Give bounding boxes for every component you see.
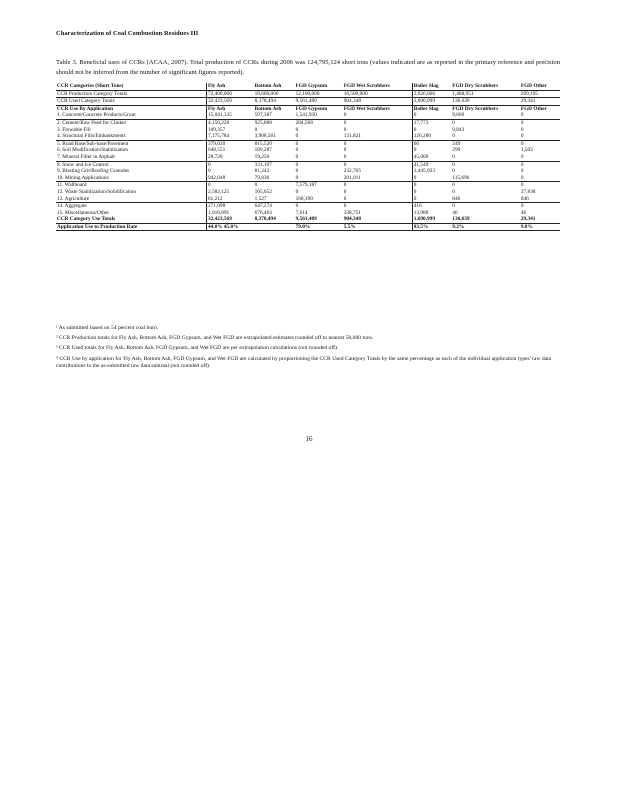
table-cell: 0: [343, 147, 347, 154]
table-cell: 201,011: [343, 174, 361, 181]
table-row: [56, 175, 560, 182]
table-cell: 7. Mineral Filler in Asphalt: [57, 153, 115, 160]
table-cell: 9,843: [452, 126, 465, 133]
ccr-table: [56, 83, 560, 231]
table-cell: [254, 223, 295, 231]
table-cell: Bottom Ash: [254, 83, 282, 89]
table-cell: 3,908,561: [254, 133, 276, 140]
table-cell: 0: [452, 153, 455, 160]
table-cell: 597,387: [254, 112, 272, 119]
table-cell: 0: [412, 147, 451, 154]
table-row: [56, 216, 560, 223]
table-cell: 1,541,930: [295, 112, 317, 119]
footnote-4: ⁴ CCR Use by application for Fly Ash, Bottom Ash, FGD Gypsum, and Wet FGD are calculated by proportioning the CCR Used Category Totals by the same percentage as each of the individual application types' raw data contributions to the as-submitted raw data subtotal (not rounded off).: [56, 355, 552, 369]
table-cell: 846: [452, 195, 461, 202]
table-cell: 32,423,569: [207, 216, 254, 223]
table-row: [56, 210, 560, 217]
table-cell: 81,242: [254, 168, 270, 175]
table-cell: 904,348: [343, 216, 361, 223]
table-cell: 79.0%: [295, 223, 343, 231]
table-cell: 105,052: [254, 188, 272, 195]
table-cell: 10. Mining Applications: [57, 174, 109, 181]
table-cell: 1,016,091: [207, 210, 254, 217]
table-cell: 8,378,494: [254, 216, 276, 223]
table-cell: 6. Soil Modification/Stabilization: [57, 147, 129, 154]
table-cell: 0: [207, 161, 254, 168]
table-cell: 4,150,228: [207, 119, 254, 126]
table-cell: 0: [295, 174, 299, 181]
table-cell: 0: [343, 182, 413, 189]
table-cell: 0: [295, 126, 299, 133]
table-cell: 72,400,000: [207, 90, 254, 98]
table-cell: 5.5%: [343, 223, 413, 231]
table-cell: 0: [412, 182, 451, 189]
table-cell: 0: [520, 161, 560, 168]
table-cell: 27,838: [520, 188, 536, 195]
table-cell: 41,549: [412, 161, 451, 168]
table-cell: 232,765: [343, 168, 361, 175]
table-cell: 1. Concrete/Concrete Products/Grout: [57, 112, 136, 119]
table-cell: 126,280: [412, 133, 451, 140]
table-cell: 1,690,999: [412, 216, 451, 223]
table-cell: Boiler Slag: [412, 83, 451, 90]
table-row: [56, 83, 560, 90]
table-cell: 81,212: [207, 196, 254, 203]
table-cell: 0: [520, 203, 560, 210]
table-cell: 0: [343, 161, 413, 168]
table-row: [56, 140, 560, 147]
table-cell: FGD Wet Scrubbers: [343, 83, 390, 89]
page-header: Characterization of Coal Combustion Residues III: [56, 30, 199, 37]
table-cell: 0: [295, 168, 299, 175]
table-cell: 1,503: [520, 147, 533, 154]
table-row: [56, 105, 560, 112]
table-cell: 0: [412, 196, 451, 203]
table-cell: 249: [451, 140, 520, 147]
table-cell: Application Use to Production Rate: [56, 223, 207, 231]
table-cell: 0: [520, 140, 560, 147]
table-cell: 0: [451, 182, 520, 189]
table-cell: 29,341: [520, 98, 560, 106]
table-cell: 17,773: [412, 119, 451, 126]
page-number: 16: [305, 435, 313, 443]
table-cell: 0: [343, 140, 413, 147]
table-cell: 44.8% 45.0%: [207, 223, 254, 231]
table-row: [56, 189, 560, 196]
table-cell: CCR Used Category Totals: [56, 98, 207, 106]
table-cell: 13,988: [412, 210, 451, 217]
table-cell: 19,250: [254, 153, 270, 160]
table-cell: 0: [451, 119, 520, 126]
table-row: [56, 90, 560, 98]
table-cell: 18,600,000: [254, 90, 295, 98]
table-cell: 0: [295, 140, 343, 147]
table-row: [56, 119, 560, 126]
table-cell: Fly Ash: [207, 105, 254, 112]
table-cell: 3. Flowable Fill: [57, 126, 91, 133]
table-row: [56, 127, 560, 134]
table-cell: 7,579,187: [295, 182, 343, 189]
table-row: [56, 223, 560, 231]
table-cell: 0: [295, 161, 343, 168]
table-cell: 0: [343, 119, 413, 126]
table-row: [56, 154, 560, 161]
table-cell: 0: [520, 168, 524, 175]
table-cell: 9.2%: [451, 223, 520, 231]
table-cell: 0: [520, 119, 560, 126]
table-cell: 0: [452, 133, 455, 140]
table-cell: 9,561,489: [295, 216, 317, 223]
table-cell: 136,639: [451, 98, 520, 106]
table-row: [56, 196, 560, 203]
table-cell: 0: [207, 168, 254, 175]
table-cell: 647,274: [254, 203, 295, 210]
table-cell: 2,582,125: [207, 189, 254, 196]
table-cell: 16,500,000: [343, 90, 413, 98]
table-cell: 115,696: [452, 174, 470, 181]
table-cell: 9,561,489: [295, 98, 343, 106]
footnotes: [56, 325, 560, 373]
table-cell: Fly Ash: [207, 83, 254, 90]
table-cell: 648,551: [207, 147, 254, 154]
table-cell: 338,751: [343, 209, 361, 216]
table-cell: 60: [412, 140, 451, 147]
table-cell: 0: [520, 182, 560, 189]
table-row: [56, 182, 560, 189]
table-cell: 136,639: [452, 216, 470, 223]
table-cell: 942,048: [207, 175, 254, 182]
table-cell: 1,445,933: [412, 168, 451, 175]
table-cell: 13. Agriculture: [57, 195, 90, 202]
table-cell: 0: [343, 112, 347, 119]
table-row: [56, 161, 560, 168]
table-cell: 0: [451, 161, 520, 168]
table-cell: 12. Waste Stabilization/Solidification: [57, 188, 137, 195]
table-cell: 0: [412, 189, 451, 196]
table-cell: 7,614: [295, 209, 308, 216]
table-cell: 168,190: [295, 195, 313, 202]
table-cell: 0: [343, 126, 347, 133]
table-cell: FGD Other: [520, 105, 560, 112]
table-cell: 15. Miscellaneous/Other: [57, 209, 110, 216]
table-cell: 1,690,999: [412, 98, 451, 106]
table-cell: 379,020: [207, 140, 254, 147]
table-cell: 0: [452, 168, 455, 175]
table-cell: 0: [343, 203, 413, 210]
table-cell: 46: [520, 209, 527, 216]
table-cell: 0: [520, 174, 524, 181]
table-cell: 846: [520, 195, 529, 202]
table-cell: 284,568: [295, 119, 343, 126]
table-cell: CCR Category Use Totals: [57, 216, 116, 223]
table-cell: 0: [295, 133, 299, 140]
table-cell: 0: [295, 188, 299, 195]
table-cell: 9,660: [452, 112, 465, 119]
table-cell: 299: [452, 147, 461, 154]
table-cell: 79,836: [254, 174, 270, 181]
table-cell: 8. Snow and Ice Control: [56, 161, 207, 168]
table-cell: 0: [451, 203, 520, 210]
table-cell: 0: [343, 188, 347, 195]
table-cell: 45,000: [412, 154, 451, 161]
table-cell: 416: [412, 203, 451, 210]
table-cell: 815,520: [254, 140, 295, 147]
table-cell: 32,423,569: [207, 98, 254, 106]
table-row: [56, 203, 560, 210]
table-cell: 0: [412, 112, 451, 119]
table-cell: 0: [207, 182, 254, 189]
table-cell: 331,107: [254, 161, 295, 168]
table-cell: 131,821: [343, 133, 361, 140]
table-cell: FGD Dry Scrubbers: [452, 83, 499, 89]
table-cell: CCR Use By Application: [56, 105, 207, 112]
table-cell: 0: [343, 195, 347, 202]
table-cell: FGD Gypsum: [295, 83, 328, 89]
table-cell: FGD Other: [520, 83, 547, 89]
table-cell: 0: [520, 126, 524, 133]
table-cell: 1,527: [254, 195, 267, 202]
table-cell: 12,100,000: [295, 90, 343, 98]
table-cell: FGD Dry Scrubbers: [451, 105, 520, 112]
table-cell: 0: [520, 153, 524, 160]
footnote-1: ¹ As submitted based on 54 percent coal burn.: [56, 325, 159, 331]
table-cell: 0: [295, 153, 299, 160]
table-row: [56, 133, 560, 140]
table-cell: 83.5%: [412, 223, 451, 231]
table-cell: 7,175,784: [207, 133, 254, 140]
table-cell: 0: [254, 126, 258, 133]
table-cell: 0: [520, 133, 524, 140]
table-cell: 4. Structural Fills/Embankments: [57, 133, 126, 140]
table-cell: 299,195: [520, 90, 560, 98]
ccr-table-body: [56, 83, 560, 231]
table-cell: 0: [343, 153, 347, 160]
table-cell: 0: [412, 175, 451, 182]
table-cell: 2. Cement/Raw Feed for Clinker: [56, 119, 207, 126]
table-cell: FGD Gypsum: [295, 105, 343, 112]
table-cell: 189,287: [254, 147, 272, 154]
table-cell: 0: [295, 147, 299, 154]
table-cell: 904,348: [343, 98, 413, 106]
table-cell: 0: [452, 188, 455, 195]
table-cell: Boiler Slag: [412, 105, 451, 112]
table-cell: 5. Road Base/Sub-base/Pavement: [56, 140, 207, 147]
footnote-2: ² CCR Production totals for Fly Ash, Bottom Ash, FGD Gypsum, and Wet FGD are extrapolated estimates rounded off to nearest 50,000 tons.: [56, 335, 374, 342]
table-cell: 46: [452, 209, 458, 216]
table-cell: 28,720: [207, 154, 254, 161]
table-cell: 2,026,066: [412, 90, 451, 98]
table-row: [56, 168, 560, 175]
table-cell: 15,041,335: [207, 112, 254, 119]
table-caption: Table 3. Beneficial uses of CCRs (ACAA, 2007). Total production of CCRs during 2006 was 124,795,124 short tons (values indicated are as reported in the primary reference and precision should not be inferred from the number of significant figures reported).: [56, 59, 560, 76]
table-row: [56, 147, 560, 154]
table-cell: 29,341: [520, 216, 536, 223]
table-cell: 925,888: [254, 119, 295, 126]
footnote-3: ³ CCR Used totals for Fly Ash, Bottom Ash, FGD Gypsum, and Wet FGD are per extrapolation calculations (not rounded off).: [56, 345, 339, 352]
table-cell: FGD Wet Scrubbers: [343, 105, 413, 112]
table-cell: 109,357: [207, 127, 254, 134]
table-cell: 0: [295, 203, 343, 210]
table-cell: 1,488,951: [451, 90, 520, 98]
table-cell: 0: [412, 127, 451, 134]
table-cell: 0: [520, 112, 524, 119]
table-cell: 271,098: [207, 203, 254, 210]
table-cell: Bottom Ash: [254, 105, 295, 112]
table-row: [56, 98, 560, 106]
table-cell: 9. Blasting Grit/Roofing Granules: [57, 168, 130, 175]
table-cell: 11. Wallboard: [56, 182, 207, 189]
table-cell: 0: [254, 182, 295, 189]
table-cell: 676,463: [254, 209, 272, 216]
table-cell: 9.8%: [520, 223, 560, 231]
table-cell: 8,378,494: [254, 98, 295, 106]
table-cell: CCR Production Category Totals: [56, 90, 207, 98]
table-row: [56, 112, 560, 119]
table-cell: CCR Categories (Short Tons): [57, 83, 124, 89]
table-cell: 14. Aggregate: [56, 203, 207, 210]
